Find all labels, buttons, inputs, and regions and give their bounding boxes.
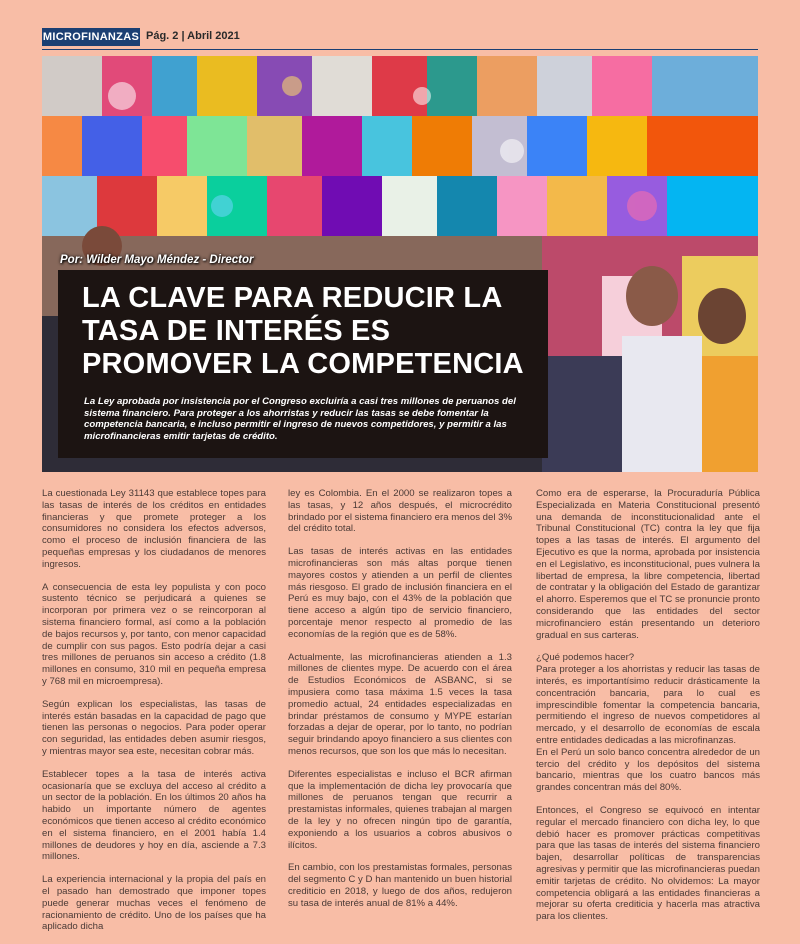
text-column-3	[536, 488, 760, 934]
paragraph: Entonces, el Congreso se equivocó en intentar regular el mercado financiero con dicha ley, lo que debió hacer es promover prácticas competitivas para que las tasas de interés del sistema financiero bajen, desarrollar políticas de transparencias agresivas y permitir que las microfinancieras puedan emitir tarjetas de crédito. No olvidemos: La mayor competencia obligará a las entidades financieras a mejorar su oferta crediticia y hacerla mas atractiva para los clientes.	[536, 804, 760, 923]
paragraph: Para proteger a los ahorristas y reducir las tasas de interés, es importantísimo reducir drásticamente la concentración bancaria, para lo cual es imprescindible fomentar la competencia bancaria, permitiendo el ingreso de nuevos competidores al mercado, y el desarrollo de economías de escala entre entidades dedicadas a las microfinanzas.	[536, 664, 760, 746]
paragraph: En el Perú un solo banco concentra alrededor de un tercio del crédito y los depósitos del sistema bancario, mientras que los cuatro bancos más grandes concentran más del 80%.	[536, 746, 760, 794]
paragraph: Establecer topes a la tasa de interés activa ocasionaría que se excluya del acceso al crédito a un sector de la población. En los últimos 20 años ha habido un importante número de agentes económicos que tienen acceso al crédito económico en el sistema financiero, en el 2001 había 1.4 millones de deudores y hoy en día, asciende a 7.3 millones.	[42, 768, 266, 863]
text-column-2	[288, 488, 512, 921]
paragraph: Actualmente, las microfinancieras atienden a 1.3 millones de clientes mype. De acuerdo con el área de Estudios Económicos de ASBANC, si se impusiera como tasa máxima 1.5 veces la tasa promedio actual, 24 entidades especializadas en brindar préstamos de consumo y MYPE estarían forzadas a dejar de operar, por lo tanto, no podrían seguir brindando apoyo financiero a sus clientes con menos recursos, que son los que más lo necesitan.	[288, 651, 512, 757]
paragraph: Según explican los especialistas, las tasas de interés están basadas en la capacidad de pago que tienen las personas o negocios. Para poder operar con seguridad, las entidades deben asumir riesgos, y mientras mayor sea este, necesitan cobrar más.	[42, 698, 266, 757]
paragraph: Diferentes especialistas e incluso el BCR afirman que la implementación de dicha ley provocaría que millones de peruanos tengan que recurrir a prestamistas informales, quienes trabajan al margen de la ley y no ofrecen ningún tipo de garantía, exponiendo a los usuarios a cobros abusivos o ilícitos.	[288, 768, 512, 851]
header-rule	[42, 49, 758, 50]
article-subtitle: La Ley aprobada por insistencia por el Congreso excluiría a casi tres millones de peruanos del sistema financiero. Para proteger a los ahorristas y reducir las tasas se debe fomentar la competencia bancaria, e incluso permitir el ingreso de nuevos competidores, y permitir a las microfinancieras emitir tarjetas de crédito.	[84, 396, 516, 442]
paragraph: ley es Colombia. En el 2000 se realizaron topes a las tasas, y 12 años después, el microcrédito brindado por el sistema financiero era menos del 3% del crédito total.	[288, 488, 512, 535]
paragraph: La cuestionada Ley 31143 que establece topes para las tasas de interés de los créditos en entidades financieras y que promete proteger a los consumidores no considera los efectos adversos, como el proceso de inclusión financiera de las pequeñas empresas y los ciudadanos de menores ingresos.	[42, 488, 266, 570]
publication-brand: MICROFINANZAS	[42, 28, 140, 46]
paragraph: La experiencia internacional y la propia del país en el pasado han demostrado que imponer topes puede generar muchas veces el fenómeno de racionamiento de crédito. Uno de los países que ha aplicado dicha	[42, 874, 266, 933]
page-info: Pág. 2 | Abril 2021	[146, 30, 240, 42]
paragraph: A consecuencia de esta ley populista y con poco sustento técnico se perjudicará a quienes se incorporan por primera vez o se reincorporan al sistema financiero formal, así como a la población de bajos recursos y, por tanto, con menor capacidad de cumplir con sus pagos. Esto podría dejar a casi tres millones de peruanos sin acceso a crédito (1.8 millones en consumo, 310 mil en pequeña empresa y 768 mil en microempresa).	[42, 581, 266, 687]
text-column-1	[42, 488, 266, 944]
section-question: ¿Qué podemos hacer?	[536, 652, 635, 664]
article-title: LA CLAVE PARA REDUCIR LA TASA DE INTERÉS ES PROMOVER LA COMPETENCIA	[82, 282, 524, 380]
page-header	[42, 28, 758, 48]
article-byline: Por: Wilder Mayo Méndez - Director	[60, 254, 254, 266]
paragraph: Las tasas de interés activas en las entidades microfinancieras son más altas porque tienen mayores costos y atienden a un perfil de clientes más riesgoso. El grado de inclusión financiera en el Perú es muy bajo, con el 43% de la población que tiene acceso a algún tipo de servicio financiero, porcentaje menor respecto al promedio de las economías de la región que es de 58%.	[288, 546, 512, 640]
paragraph: Como era de esperarse, la Procuraduría Pública Especializada en Materia Constitucional presentó una demanda de inconstitucionalidad ante el Tribunal Constitucional (TC) contra la ley que fija topes a las tasas de interés. El argumento del Ejecutivo es que la norma, aprobada por insistencia en el Legislativo, es inconstitucional, pues vulnera la libertad de empresa, la libre competencia, libertad de contratar y la obligación del Estado de garantizar el ahorro. Esperemos que el TC se pronuncie pronto considerando que las entidades del sector microfinanciero están presentando un deterioro gradual en sus carteras.	[536, 488, 760, 641]
paragraph: En cambio, con los prestamistas formales, personas del segmento C y D han mantenido un buen historial crediticio en 2018, y luego de dos años, redujeron su tasa de interés anual de 81% a 44%.	[288, 862, 512, 909]
